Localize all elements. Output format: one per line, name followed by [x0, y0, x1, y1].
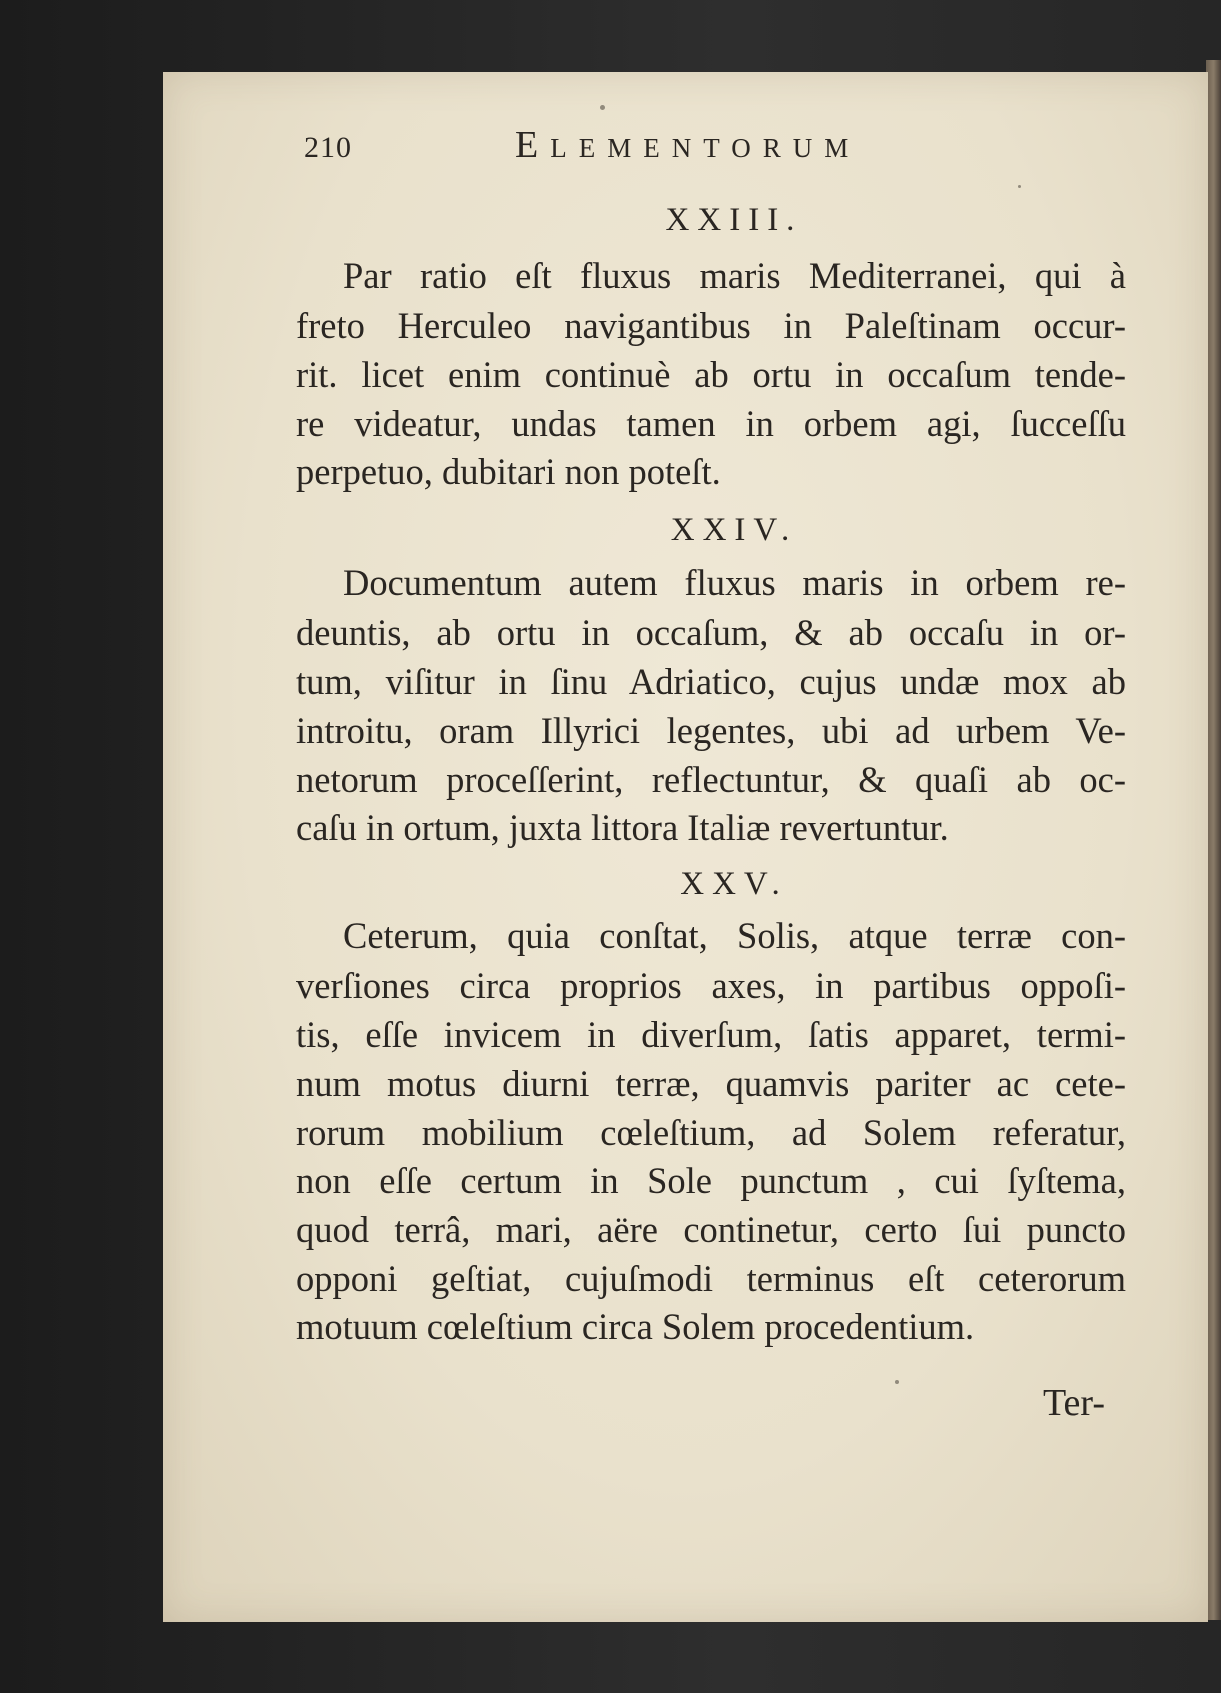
- text-line: tum, viſitur in ſinu Adriatico, cujus undæ mox ab: [296, 661, 1126, 702]
- page-number: 210: [304, 131, 352, 164]
- text-line: Ceterum, quia conſtat, Solis, atque terræ con-: [343, 915, 1126, 956]
- text-line: tis, eſſe invicem in diverſum, ſatis apparet, termi-: [296, 1014, 1126, 1055]
- text-line: freto Herculeo navigantibus in Paleſtinam occur-: [296, 305, 1126, 346]
- text-line: deuntis, ab ortu in occaſum, & ab occaſu in or-: [296, 612, 1126, 653]
- running-title: Elementorum: [515, 124, 861, 166]
- section-heading-xxiv: XXIV.: [670, 512, 798, 548]
- text-line: caſu in ortum, juxta littora Italiæ revertuntur.: [296, 807, 949, 848]
- text-line: rit. licet enim continuè ab ortu in occaſum tende-: [296, 354, 1126, 395]
- catchword: Ter-: [1043, 1382, 1105, 1424]
- text-line: perpetuo, dubitari non poteſt.: [296, 451, 721, 492]
- text-line: motuum cœleſtium circa Solem procedentium.: [296, 1306, 975, 1347]
- text-line: Par ratio eſt fluxus maris Mediterranei, qui à: [343, 255, 1126, 296]
- ink-speck: [895, 1380, 899, 1384]
- text-line: introitu, oram Illyrici legentes, ubi ad urbem Ve-: [296, 710, 1126, 751]
- text-line: num motus diurni terræ, quamvis pariter ac cete-: [296, 1063, 1126, 1104]
- section-heading-xxv: XXV.: [680, 866, 788, 902]
- text-line: rorum mobilium cœleſtium, ad Solem referatur,: [296, 1112, 1126, 1153]
- ink-speck: [600, 105, 605, 110]
- ink-speck: [1018, 185, 1021, 188]
- text-line: re videatur, undas tamen in orbem agi, ſucceſſu: [296, 403, 1126, 444]
- text-line: non eſſe certum in Sole punctum , cui ſyſtema,: [296, 1160, 1126, 1201]
- text-line: verſiones circa proprios axes, in partibus oppoſi-: [296, 965, 1126, 1006]
- text-line: Documentum autem fluxus maris in orbem re-: [343, 562, 1126, 603]
- text-line: opponi geſtiat, cujuſmodi terminus eſt ceterorum: [296, 1258, 1126, 1299]
- text-line: quod terrâ, mari, aëre continetur, certo ſui puncto: [296, 1209, 1126, 1250]
- text-line: netorum proceſſerint, reflectuntur, & quaſi ab oc-: [296, 759, 1126, 800]
- book-edge: [1206, 60, 1221, 1620]
- section-heading-xxiii: XXIII.: [665, 202, 803, 238]
